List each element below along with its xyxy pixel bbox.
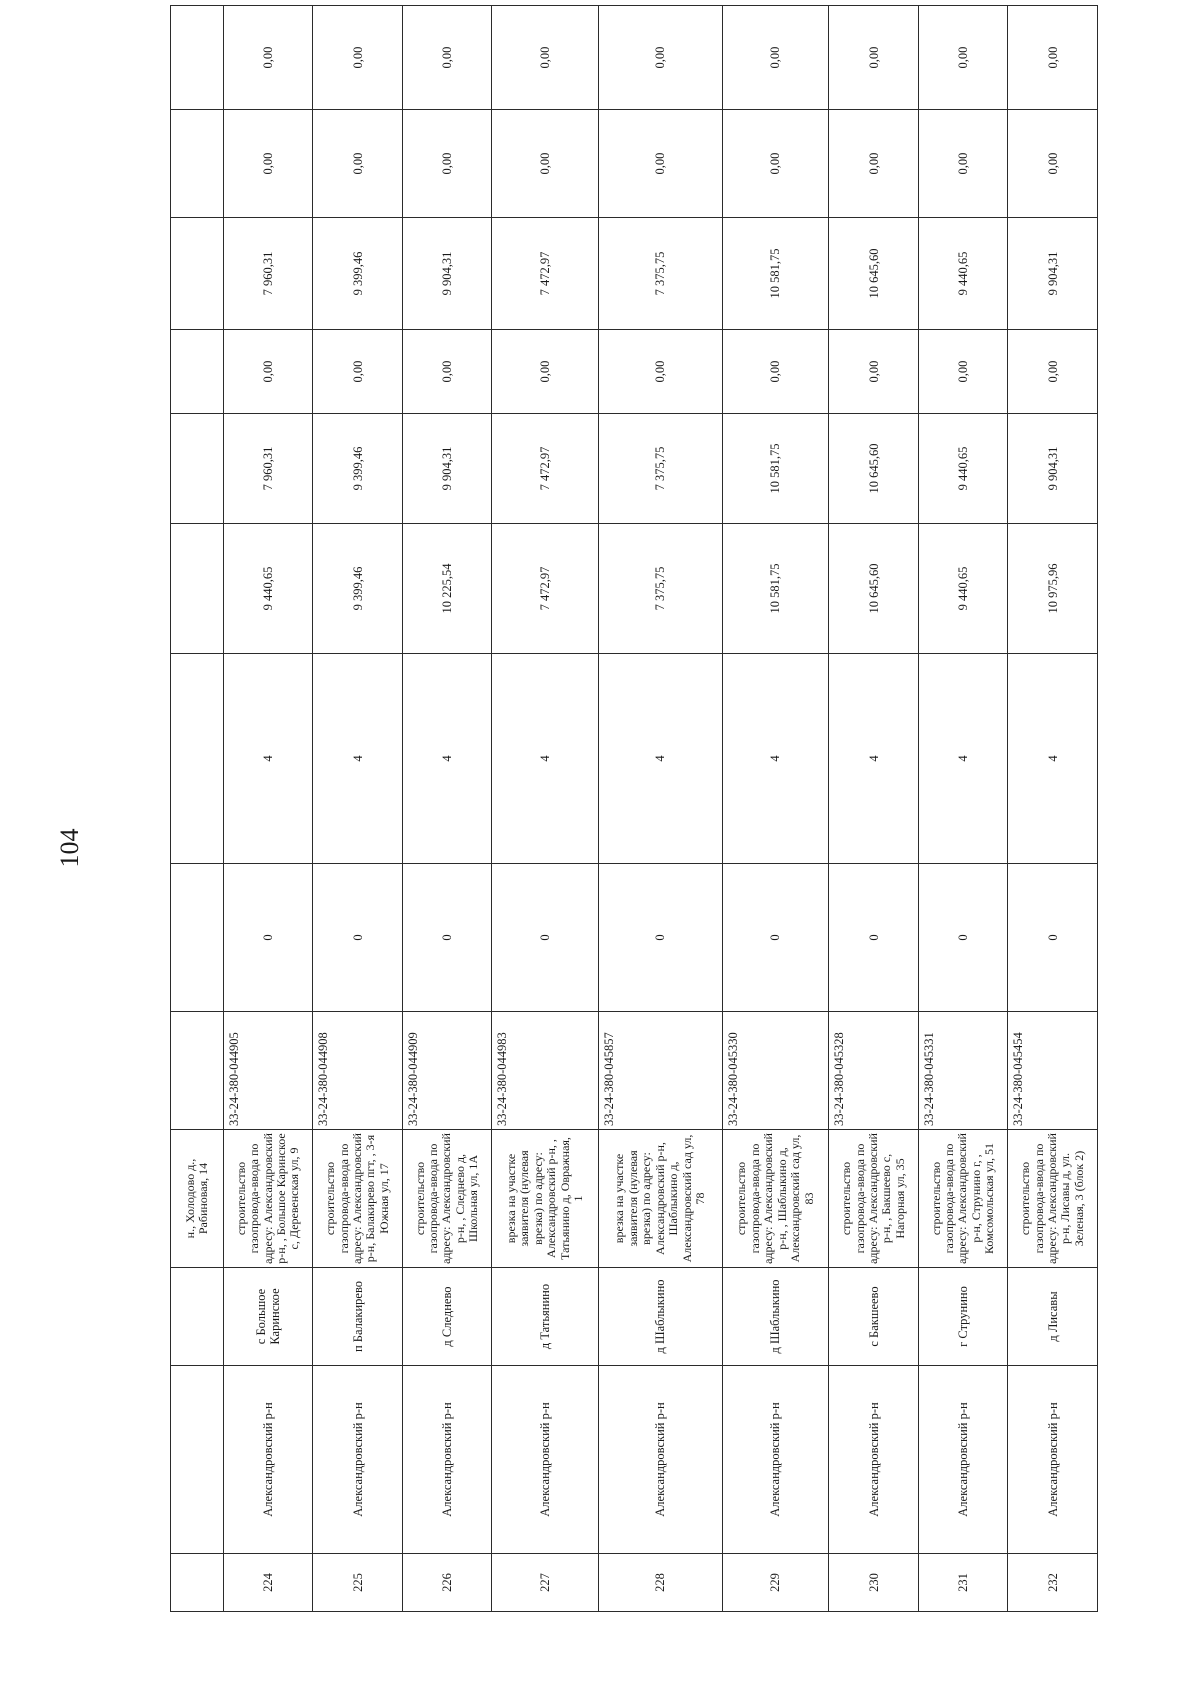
cell-col12: 0,00 <box>492 110 599 218</box>
cell-col13: 0,00 <box>918 6 1007 110</box>
cell-col8: 10 581,75 <box>722 524 829 654</box>
cell-district: Александровский р-н <box>492 1366 599 1554</box>
table-row <box>829 6 918 1612</box>
table-row <box>224 6 313 1612</box>
cell-col7: 4 <box>313 654 402 864</box>
table-row <box>722 6 829 1612</box>
cont-cell-c9 <box>171 414 224 524</box>
cell-cadastral-code: 33-24-380-045454 <box>1008 1012 1098 1130</box>
cell-col11: 9 399,46 <box>313 218 402 330</box>
cell-settlement: г Струнино <box>918 1268 1007 1366</box>
cell-col8: 10 645,60 <box>829 524 918 654</box>
cell-col6: 0 <box>599 864 723 1012</box>
table-row <box>1008 6 1098 1612</box>
cell-description: строительство газопровода-ввода по адресу: Александровский р-н, , Шаблыкино д, Александровский сад ул, 83 <box>722 1130 829 1268</box>
cell-row-number: 232 <box>1008 1554 1098 1612</box>
cell-description: строительство газопровода-ввода по адресу: Александровский р-н, , Следнево д, Школьная ул, 1А <box>402 1130 491 1268</box>
cont-cell-code <box>171 1012 224 1130</box>
cont-cell-district <box>171 1366 224 1554</box>
cell-col7: 4 <box>492 654 599 864</box>
cell-cadastral-code: 33-24-380-045328 <box>829 1012 918 1130</box>
cell-col11: 9 440,65 <box>918 218 1007 330</box>
cell-description: строительство газопровода-ввода по адресу: Александровский р-н, , Большое Каринское с, Деревенская ул, 9 <box>224 1130 313 1268</box>
cont-cell-c12 <box>171 110 224 218</box>
cell-col6: 0 <box>829 864 918 1012</box>
cell-col10: 0,00 <box>402 330 491 414</box>
cell-col10: 0,00 <box>599 330 723 414</box>
cell-row-number: 230 <box>829 1554 918 1612</box>
cell-col8: 10 225,54 <box>402 524 491 654</box>
cell-district: Александровский р-н <box>722 1366 829 1554</box>
cell-col10: 0,00 <box>313 330 402 414</box>
cell-col9: 10 645,60 <box>829 414 918 524</box>
cell-col11: 7 375,75 <box>599 218 723 330</box>
cont-cell-c13 <box>171 6 224 110</box>
cont-cell-c10 <box>171 330 224 414</box>
cell-col9: 7 960,31 <box>224 414 313 524</box>
cell-col11: 10 645,60 <box>829 218 918 330</box>
cell-district: Александровский р-н <box>1008 1366 1098 1554</box>
cell-col12: 0,00 <box>722 110 829 218</box>
cell-settlement: д Лисавы <box>1008 1268 1098 1366</box>
cell-col13: 0,00 <box>402 6 491 110</box>
cell-col6: 0 <box>1008 864 1098 1012</box>
page-number: 104 <box>55 828 84 868</box>
cell-col6: 0 <box>918 864 1007 1012</box>
cell-district: Александровский р-н <box>918 1366 1007 1554</box>
cell-col12: 0,00 <box>313 110 402 218</box>
cell-col13: 0,00 <box>1008 6 1098 110</box>
cell-col13: 0,00 <box>722 6 829 110</box>
cont-cell-c6 <box>171 864 224 1012</box>
cell-cadastral-code: 33-24-380-045857 <box>599 1012 723 1130</box>
cell-col8: 10 975,96 <box>1008 524 1098 654</box>
cell-col9: 7 472,97 <box>492 414 599 524</box>
cell-col11: 7 472,97 <box>492 218 599 330</box>
cell-settlement: с Большое Каринское <box>224 1268 313 1366</box>
cell-col9: 9 440,65 <box>918 414 1007 524</box>
cell-settlement: д Шаблыкино <box>599 1268 723 1366</box>
cell-row-number: 225 <box>313 1554 402 1612</box>
cell-col9: 9 904,31 <box>1008 414 1098 524</box>
cell-col10: 0,00 <box>722 330 829 414</box>
table-row <box>918 6 1007 1612</box>
cell-settlement: п Балакирево <box>313 1268 402 1366</box>
cell-description: строительство газопровода-ввода по адресу: Александровский р-н, Струнино г, , Комсомольская ул, 51 <box>918 1130 1007 1268</box>
cell-col10: 0,00 <box>1008 330 1098 414</box>
cell-col8: 9 440,65 <box>224 524 313 654</box>
cell-col13: 0,00 <box>492 6 599 110</box>
cell-col6: 0 <box>402 864 491 1012</box>
cell-settlement: д Шаблыкино <box>722 1268 829 1366</box>
cell-district: Александровский р-н <box>599 1366 723 1554</box>
cell-col6: 0 <box>313 864 402 1012</box>
cell-col8: 9 440,65 <box>918 524 1007 654</box>
cell-col11: 7 960,31 <box>224 218 313 330</box>
cell-col6: 0 <box>492 864 599 1012</box>
cell-col10: 0,00 <box>224 330 313 414</box>
cell-settlement: д Татьянино <box>492 1268 599 1366</box>
cell-col7: 4 <box>829 654 918 864</box>
cont-cell-c7 <box>171 654 224 864</box>
cell-col10: 0,00 <box>492 330 599 414</box>
cell-col12: 0,00 <box>599 110 723 218</box>
cell-col8: 9 399,46 <box>313 524 402 654</box>
cell-col8: 7 472,97 <box>492 524 599 654</box>
cell-cadastral-code: 33-24-380-044908 <box>313 1012 402 1130</box>
cell-description: врезка на участке заявителя (нулевая врезка) по адресу: Александровский р-н, , Татьянино д, Овражная, 1 <box>492 1130 599 1268</box>
cell-district: Александровский р-н <box>313 1366 402 1554</box>
cell-cadastral-code: 33-24-380-044909 <box>402 1012 491 1130</box>
cell-description: врезка на участке заявителя (нулевая врезка) по адресу: Александровский р-н, Шаблыкино д, Александровский сад ул, 78 <box>599 1130 723 1268</box>
cell-col9: 10 581,75 <box>722 414 829 524</box>
cell-col12: 0,00 <box>829 110 918 218</box>
cell-row-number: 228 <box>599 1554 723 1612</box>
cell-cadastral-code: 33-24-380-045330 <box>722 1012 829 1130</box>
cell-col7: 4 <box>224 654 313 864</box>
cell-settlement: с Бакшеево <box>829 1268 918 1366</box>
cell-cadastral-code: 33-24-380-044983 <box>492 1012 599 1130</box>
cell-col7: 4 <box>1008 654 1098 864</box>
rotated-table-wrapper <box>170 46 1098 1612</box>
cell-row-number: 226 <box>402 1554 491 1612</box>
cell-cadastral-code: 33-24-380-045331 <box>918 1012 1007 1130</box>
cell-col7: 4 <box>918 654 1007 864</box>
cell-col12: 0,00 <box>402 110 491 218</box>
cell-col11: 9 904,31 <box>402 218 491 330</box>
cell-col6: 0 <box>722 864 829 1012</box>
cell-description: строительство газопровода-ввода по адресу: Александровский р-н, Балакирево пгт, , 3-я Южная ул, 17 <box>313 1130 402 1268</box>
cont-cell-c11 <box>171 218 224 330</box>
cell-col9: 9 399,46 <box>313 414 402 524</box>
cell-district: Александровский р-н <box>829 1366 918 1554</box>
cell-col8: 7 375,75 <box>599 524 723 654</box>
cell-description: строительство газопровода-ввода по адресу: Александровский р-н, , Бакшеево с, Нагорная ул, 35 <box>829 1130 918 1268</box>
cell-col13: 0,00 <box>313 6 402 110</box>
cell-row-number: 231 <box>918 1554 1007 1612</box>
cell-col6: 0 <box>224 864 313 1012</box>
cell-col12: 0,00 <box>224 110 313 218</box>
cell-col7: 4 <box>722 654 829 864</box>
cont-cell-c8 <box>171 524 224 654</box>
cont-cell-num <box>171 1554 224 1612</box>
cell-col13: 0,00 <box>224 6 313 110</box>
cell-col13: 0,00 <box>599 6 723 110</box>
cell-settlement: д Следнево <box>402 1268 491 1366</box>
cell-col11: 9 904,31 <box>1008 218 1098 330</box>
cell-district: Александровский р-н <box>224 1366 313 1554</box>
cell-col10: 0,00 <box>918 330 1007 414</box>
cell-col12: 0,00 <box>1008 110 1098 218</box>
cell-col7: 4 <box>599 654 723 864</box>
table-row <box>313 6 402 1612</box>
cell-col11: 10 581,75 <box>722 218 829 330</box>
cell-col12: 0,00 <box>918 110 1007 218</box>
continued-row <box>171 6 224 1612</box>
cell-col9: 7 375,75 <box>599 414 723 524</box>
table-row <box>402 6 491 1612</box>
cell-district: Александровский р-н <box>402 1366 491 1554</box>
table-row <box>492 6 599 1612</box>
cell-col13: 0,00 <box>829 6 918 110</box>
cell-row-number: 229 <box>722 1554 829 1612</box>
cont-cell-settlement <box>171 1268 224 1366</box>
cont-cell-address: н., Холодово д., Рабиновая, 14 <box>171 1130 224 1268</box>
data-table <box>170 5 1098 1612</box>
cell-col10: 0,00 <box>829 330 918 414</box>
cell-row-number: 224 <box>224 1554 313 1612</box>
cell-row-number: 227 <box>492 1554 599 1612</box>
cell-col9: 9 904,31 <box>402 414 491 524</box>
cell-cadastral-code: 33-24-380-044905 <box>224 1012 313 1130</box>
cell-description: строительство газопровода-ввода по адресу: Александровский р-н, Лисавы д, ул. Зеленая, 3 (блок 2) <box>1008 1130 1098 1268</box>
cell-col7: 4 <box>402 654 491 864</box>
table-row <box>599 6 723 1612</box>
